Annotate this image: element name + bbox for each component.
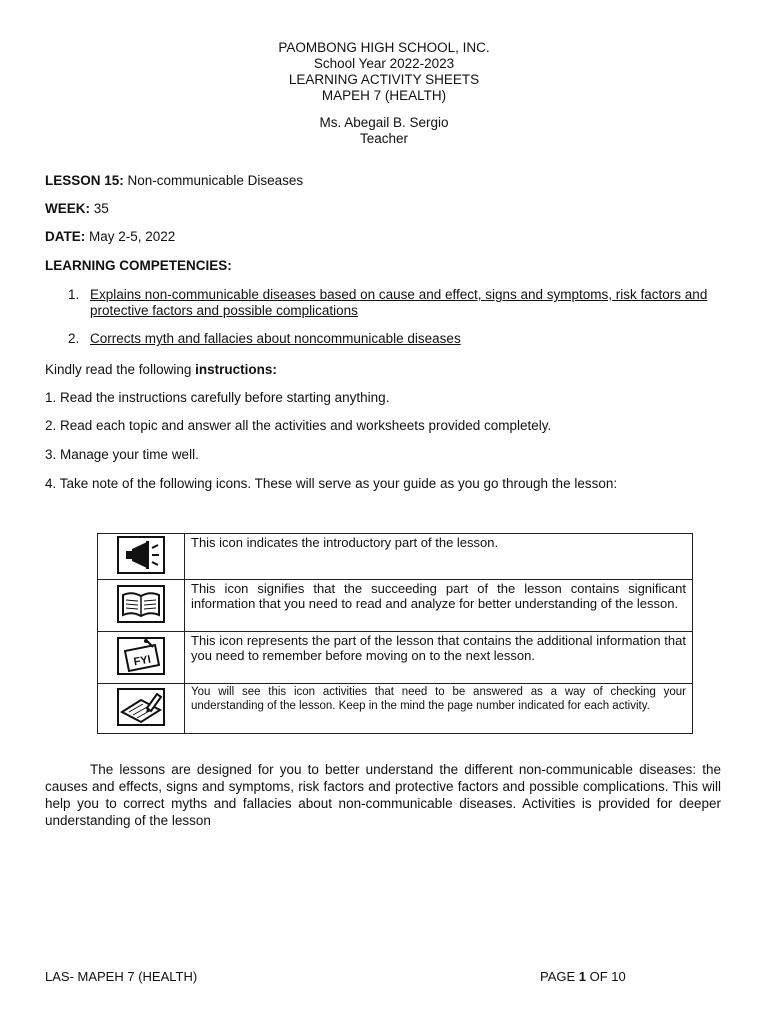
table-row [98, 684, 693, 734]
teacher-role: Teacher [359, 131, 409, 146]
lesson-value: Non-communicable Diseases [123, 173, 304, 188]
icon-cell [98, 684, 185, 734]
fyi-label: FYI [132, 653, 152, 669]
date-line [45, 229, 175, 244]
lesson-overview-paragraph: The lessons are designed for you to better understand the different non-communicable diseases: the causes and effects, signs and symptoms, risk factors and protective factors and possible complications. This will help you to correct myths and fallacies about non-communicable diseases. Activities is provided for deeper understanding of the lesson [45, 762, 721, 828]
icon-description: This icon indicates the introductory part of the lesson. [185, 534, 693, 580]
instructions-bold: instructions: [195, 362, 277, 377]
date-value: May 2-5, 2022 [85, 229, 176, 244]
competencies-heading: LEARNING COMPETENCIES: [45, 258, 232, 273]
document-header [0, 40, 768, 104]
instruction-item: 3. Manage your time well. [45, 447, 199, 462]
table-row [98, 534, 693, 580]
current-page: 1 [578, 969, 587, 984]
instruction-item: 4. Take note of the following icons. These will serve as your guide as you go through the lesson: [45, 476, 618, 491]
instructions-intro: Kindly read the following instructions: [45, 362, 277, 377]
competency-number: 2. [68, 331, 80, 346]
document-title: LEARNING ACTIVITY SHEETS [288, 72, 480, 87]
competency-text: Explains non-communicable diseases based on cause and effect, signs and symptoms, risk factors and protective factors and possible complications [90, 287, 708, 318]
icon-cell [98, 632, 185, 684]
icon-description: This icon represents the part of the lesson that contains the additional information that you need to remember before moving on to the next lesson. [185, 632, 693, 684]
lesson-line [45, 173, 303, 188]
lesson-label: LESSON 15: [45, 173, 124, 188]
week-value: 35 [90, 201, 109, 216]
date-label: DATE: [45, 229, 86, 244]
week-line [45, 201, 109, 216]
pencil-paper-icon [117, 688, 165, 726]
icon-description: You will see this icon activities that need to be answered as a way of checking your understanding of the lesson. Keep in the mind the page number indicated for each activity. [185, 684, 693, 734]
fyi-note-icon [117, 637, 165, 675]
icon-description: This icon signifies that the succeeding part of the lesson contains significant information that you need to read and analyze for better understanding of the lesson. [185, 580, 693, 632]
teacher-name: Ms. Abegail B. Sergio [319, 115, 449, 130]
teacher-block [0, 115, 768, 147]
school-name: PAOMBONG HIGH SCHOOL, INC. [278, 40, 490, 55]
instruction-item: 2. Read each topic and answer all the activities and worksheets provided completely. [45, 418, 552, 433]
table-row [98, 580, 693, 632]
icon-cell [98, 534, 185, 580]
subject-name: MAPEH 7 (HEALTH) [321, 88, 447, 103]
icon-cell [98, 580, 185, 632]
instruction-item: 1. Read the instructions carefully before starting anything. [45, 390, 390, 405]
footer-page-number: PAGE 1 OF 10 [540, 969, 626, 984]
table-row [98, 632, 693, 684]
week-label: WEEK: [45, 201, 90, 216]
open-book-icon [117, 585, 165, 623]
icon-legend-table [97, 533, 693, 734]
school-year: School Year 2022-2023 [313, 56, 455, 71]
footer-subject: LAS- MAPEH 7 (HEALTH) [45, 969, 198, 984]
competency-number: 1. [68, 287, 80, 302]
megaphone-icon [117, 536, 165, 574]
competency-text: Corrects myth and fallacies about noncommunicable diseases [90, 331, 461, 346]
